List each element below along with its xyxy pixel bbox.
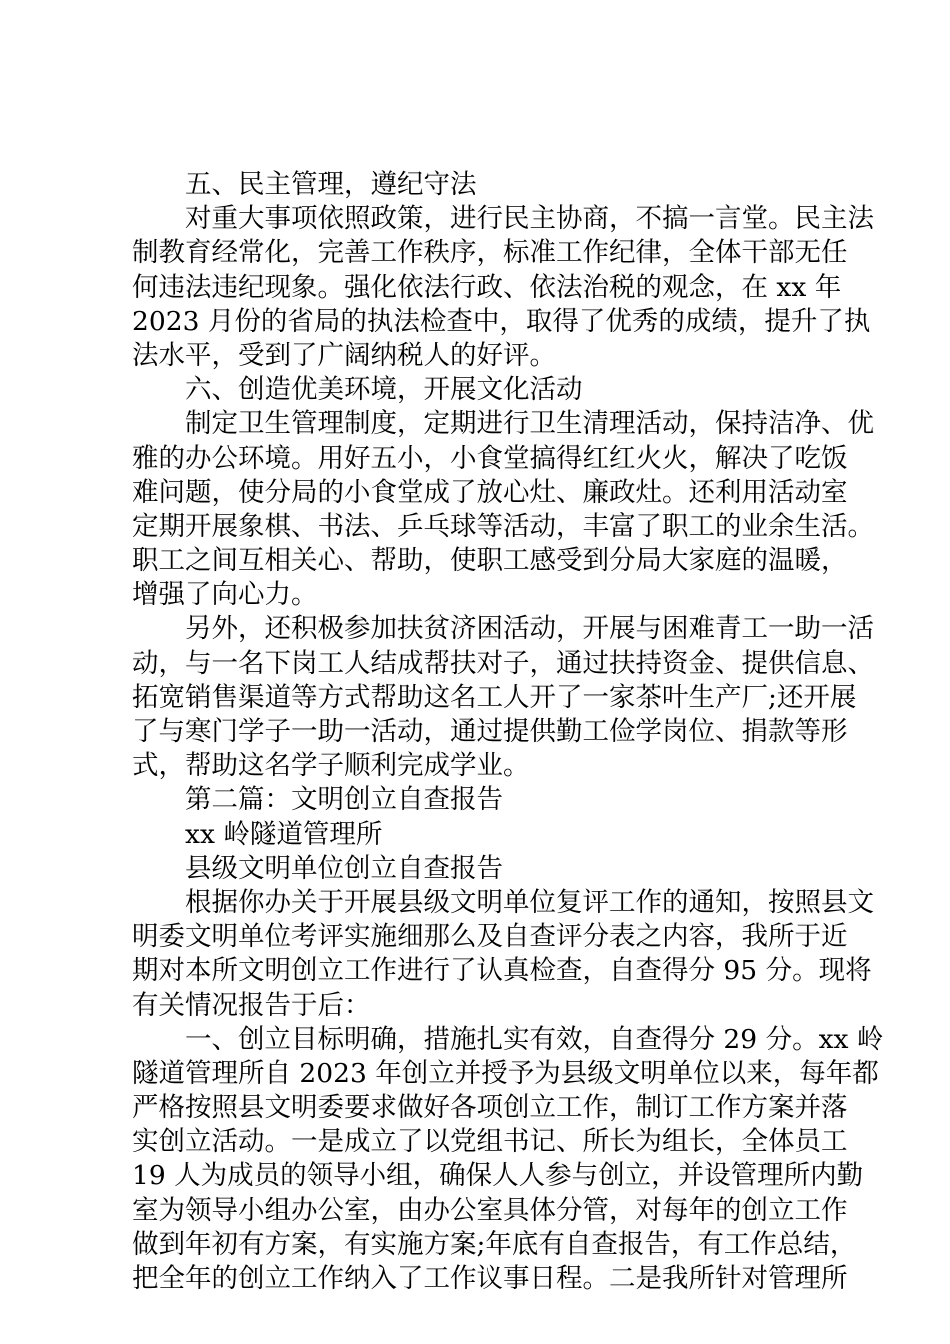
paragraph-line: 隧道管理所自 2023 年创立并授予为县级文明单位以来，每年都 bbox=[132, 1057, 879, 1089]
paragraph-line: 实创立活动。一是成立了以党组书记、所长为组长，全体员工 bbox=[132, 1126, 848, 1158]
paragraph-line: 雅的办公环境。用好五小，小食堂搞得红红火火，解决了吃饭 bbox=[132, 442, 848, 474]
document-body bbox=[132, 168, 884, 1296]
paragraph-line: 把全年的创立工作纳入了工作议事日程。二是我所针对管理所 bbox=[132, 1263, 848, 1294]
organization-name: xx 岭隧道管理所 bbox=[185, 818, 383, 850]
paragraph-line: 明委文明单位考评实施细那么及自查评分表之内容，我所于近 bbox=[132, 921, 848, 953]
paragraph-line: 职工之间互相关心、帮助，使职工感受到分局大家庭的温暖， bbox=[132, 545, 848, 577]
paragraph-line: 一、创立目标明确，措施扎实有效，自查得分 29 分。xx 岭 bbox=[185, 1023, 884, 1055]
paragraph-line: 做到年初有方案，有实施方案;年底有自查报告，有工作总结， bbox=[132, 1228, 857, 1260]
paragraph-line: 动，与一名下岗工人结成帮扶对子，通过扶持资金、提供信息、 bbox=[132, 647, 874, 679]
paragraph-line: 制教育经常化，完善工作秩序，标准工作纪律，全体干部无任 bbox=[132, 237, 848, 269]
paragraph-line: 2023 月份的省局的执法检查中，取得了优秀的成绩，提升了执 bbox=[132, 305, 871, 337]
paragraph-line: 根据你办关于开展县级文明单位复评工作的通知，按照县文 bbox=[185, 886, 874, 918]
paragraph-line: 19 人为成员的领导小组，确保人人参与创立，并设管理所内勤 bbox=[132, 1160, 864, 1192]
paragraph-line: 拓宽销售渠道等方式帮助这名工人开了一家茶叶生产厂;还开展 bbox=[132, 681, 857, 713]
section-heading: 六、创造优美环境，开展文化活动 bbox=[185, 374, 583, 406]
paragraph-line: 增强了向心力。 bbox=[132, 579, 318, 611]
paragraph-line: 期对本所文明创立工作进行了认真检查，自查得分 95 分。现将 bbox=[132, 955, 872, 987]
paragraph-line: 式，帮助这名学子顺利完成学业。 bbox=[132, 750, 530, 782]
paragraph-line: 另外，还积极参加扶贫济困活动，开展与困难青工一助一活 bbox=[185, 613, 874, 645]
section-heading: 五、民主管理，遵纪守法 bbox=[185, 169, 477, 200]
paragraph-line: 了与寒门学子一助一活动，通过提供勤工俭学岗位、捐款等形 bbox=[132, 716, 848, 747]
chapter-title: 第二篇：文明创立自查报告 bbox=[185, 784, 503, 816]
paragraph-line: 制定卫生管理制度，定期进行卫生清理活动，保持洁净、优 bbox=[185, 408, 874, 440]
paragraph-line: 难问题，使分局的小食堂成了放心灶、廉政灶。还利用活动室 bbox=[132, 476, 848, 508]
paragraph-line: 法水平，受到了广阔纳税人的好评。 bbox=[132, 339, 556, 371]
paragraph-line: 何违法违纪现象。强化依法行政、依法治税的观念，在 xx 年 bbox=[132, 271, 842, 303]
paragraph-line: 室为领导小组办公室，由办公室具体分管，对每年的创立工作 bbox=[132, 1194, 848, 1226]
paragraph-line: 定期开展象棋、书法、乒乓球等活动，丰富了职工的业余生活。 bbox=[132, 510, 874, 542]
report-title: 县级文明单位创立自查报告 bbox=[185, 852, 503, 884]
paragraph-line: 有关情况报告于后： bbox=[132, 989, 371, 1021]
paragraph-line: 严格按照县文明委要求做好各项创立工作，制订工作方案并落 bbox=[132, 1092, 848, 1124]
paragraph-line: 对重大事项依照政策，进行民主协商，不搞一言堂。民主法 bbox=[185, 203, 874, 235]
